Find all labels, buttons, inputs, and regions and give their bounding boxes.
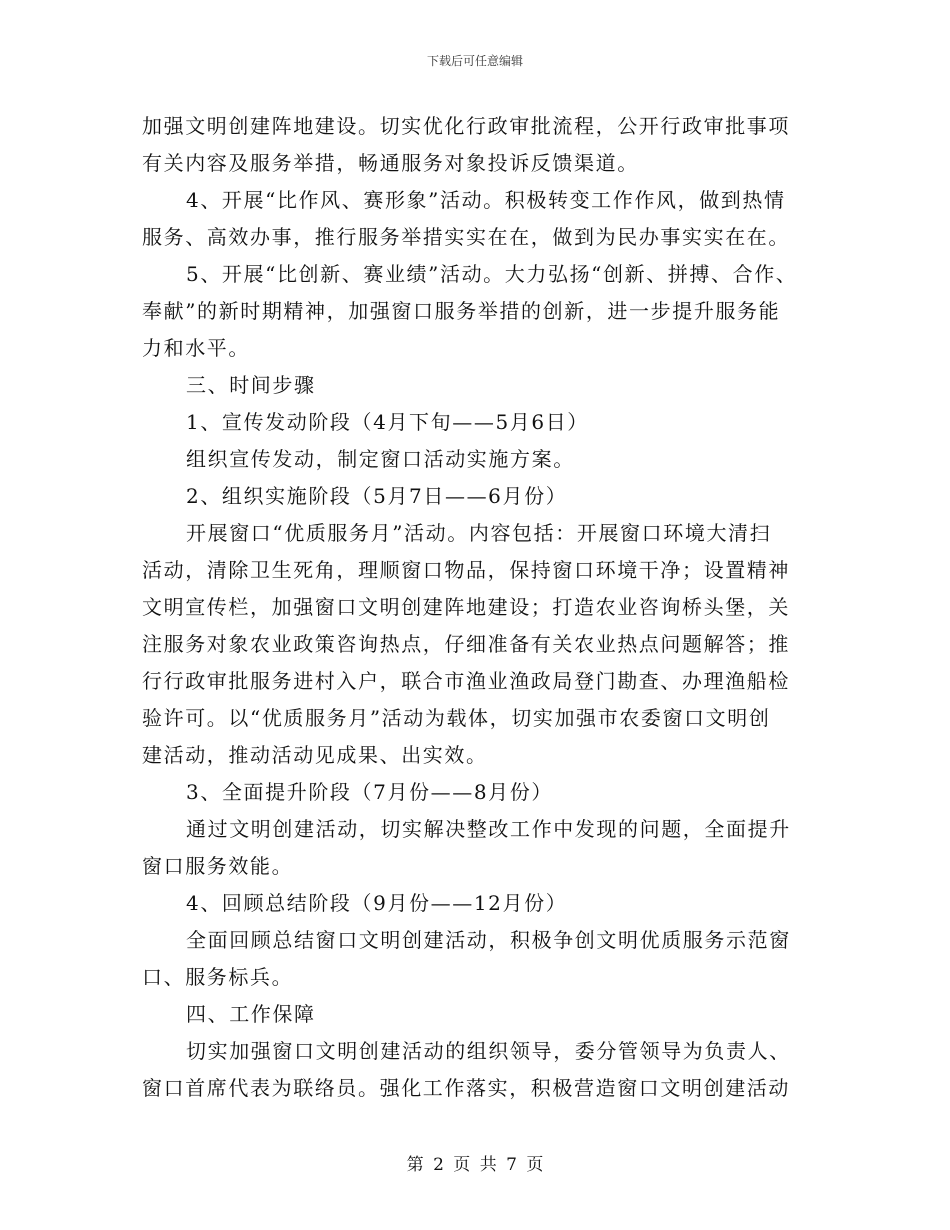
text-line: 4、回顾总结阶段（9月份——12月份） bbox=[186, 891, 568, 915]
text-line: 注服务对象农业政策咨询热点，仔细准备有关农业热点问题解答；推 bbox=[142, 632, 790, 656]
text-line: 5、开展“比创新、赛业绩”活动。大力弘扬“创新、拼搏、合作、 bbox=[186, 262, 798, 286]
text-line: 行行政审批服务进村入户，联合市渔业渔政局登门勘查、办理渔船检 bbox=[142, 669, 790, 693]
text-line: 力和水平。 bbox=[142, 336, 250, 360]
text-line: 窗口服务效能。 bbox=[142, 854, 294, 878]
text-line: 奉献”的新时期精神，加强窗口服务举措的创新，进一步提升服务能 bbox=[142, 299, 781, 323]
text-line: 1、宣传发动阶段（4月下旬——5月6日） bbox=[186, 410, 589, 434]
document-body bbox=[142, 108, 822, 1107]
text-line: 窗口首席代表为联络员。强化工作落实，积极营造窗口文明创建活动 bbox=[142, 1076, 790, 1100]
text-line: 开展窗口“优质服务月”活动。内容包括：开展窗口环境大清扫 bbox=[186, 521, 772, 545]
text-line: 有关内容及服务举措，畅通服务对象投诉反馈渠道。 bbox=[142, 151, 639, 175]
text-line: 3、全面提升阶段（7月份——8月份） bbox=[186, 780, 553, 804]
text-line: 组织宣传发动，制定窗口活动实施方案。 bbox=[186, 447, 575, 471]
text-line: 通过文明创建活动，切实解决整改工作中发现的问题，全面提升 bbox=[186, 817, 791, 841]
text-line: 4、开展“比作风、赛形象”活动。积极转变工作作风，做到热情 bbox=[186, 188, 786, 212]
text-line: 口、服务标兵。 bbox=[142, 965, 294, 989]
page-number-footer: 第 2 页 共 7 页 bbox=[406, 1155, 544, 1175]
text-line: 2、组织实施阶段（5月7日——6月份） bbox=[186, 484, 568, 508]
text-line: 服务、高效办事，推行服务举措实实在在，做到为民办事实实在在。 bbox=[142, 225, 790, 249]
text-line: 活动，清除卫生死角，理顺窗口物品，保持窗口环境干净；设置精神 bbox=[142, 558, 790, 582]
text-line: 三、时间步骤 bbox=[186, 373, 316, 397]
text-line: 切实加强窗口文明创建活动的组织领导，委分管领导为负责人、 bbox=[186, 1039, 791, 1063]
page-header-note: 下载后可任意编辑 bbox=[426, 54, 523, 68]
text-line: 全面回顾总结窗口文明创建活动，积极争创文明优质服务示范窗 bbox=[186, 928, 791, 952]
text-line: 文明宣传栏，加强窗口文明创建阵地建设；打造农业咨询桥头堡，关 bbox=[142, 595, 790, 619]
text-line: 建活动，推动活动见成果、出实效。 bbox=[142, 743, 488, 767]
text-line: 验许可。以“优质服务月”活动为载体，切实加强市农委窗口文明创 bbox=[142, 706, 771, 730]
text-line: 加强文明创建阵地建设。切实优化行政审批流程，公开行政审批事项 bbox=[142, 114, 790, 138]
text-line: 四、工作保障 bbox=[186, 1002, 316, 1026]
